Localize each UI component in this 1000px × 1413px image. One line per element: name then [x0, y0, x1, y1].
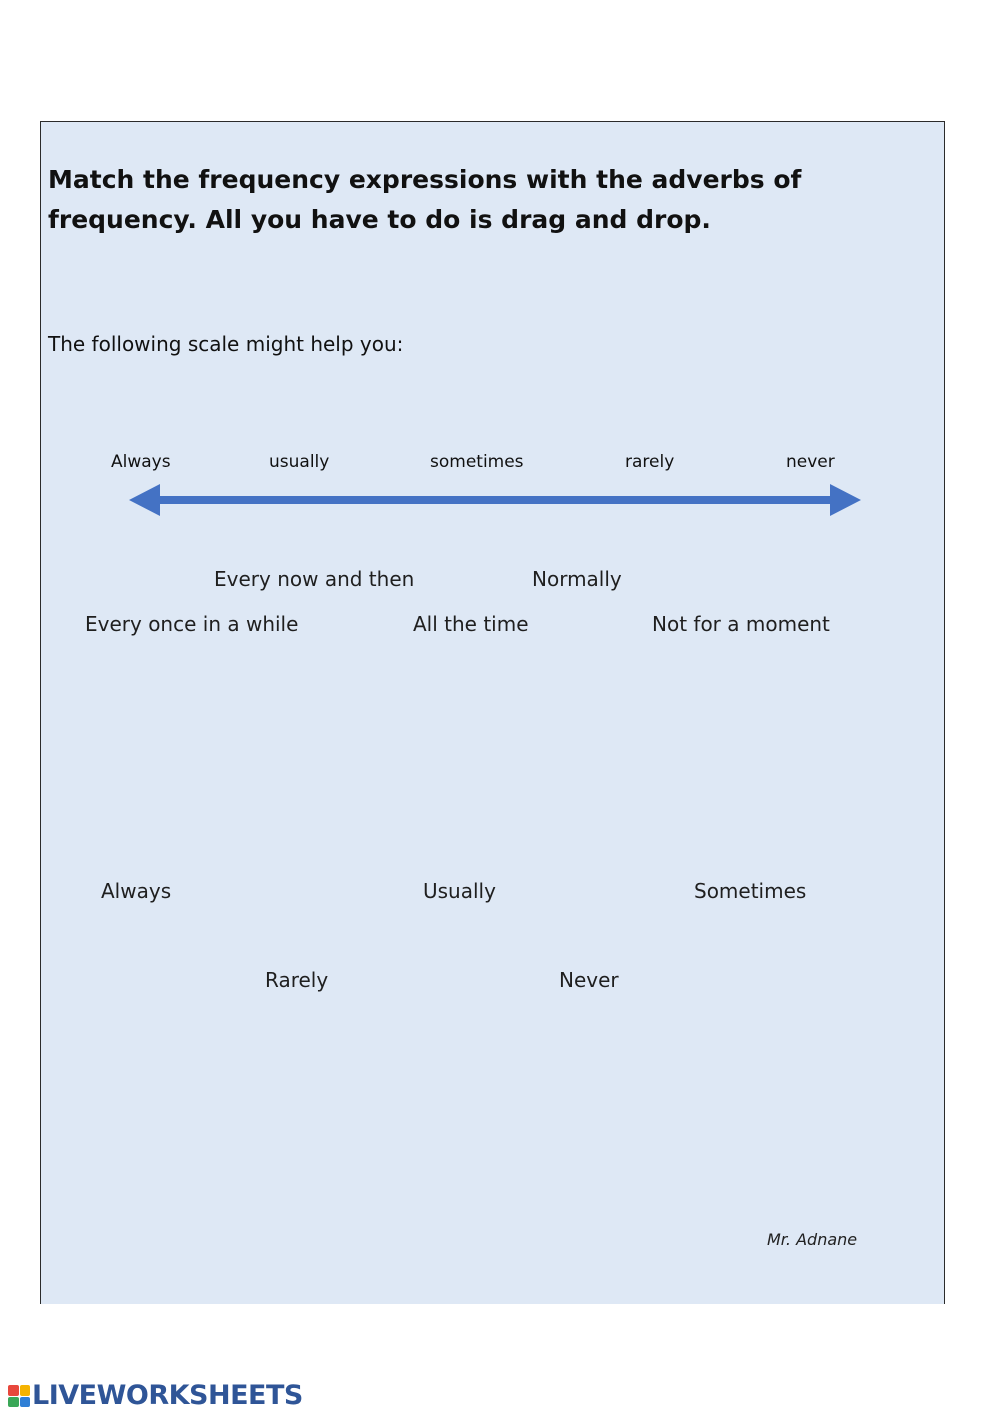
expression-every-once-in-a-while[interactable]: Every once in a while [85, 612, 299, 636]
expression-all-the-time[interactable]: All the time [413, 612, 529, 636]
expression-normally[interactable]: Normally [532, 567, 622, 591]
liveworksheets-wordmark: LIVEWORKSHEETS [32, 1380, 303, 1411]
scale-label-always: Always [111, 452, 171, 472]
adverb-target-always[interactable]: Always [101, 879, 172, 903]
frequency-scale-arrow [129, 483, 861, 517]
instructions-heading: Match the frequency expressions with the adverbs of frequency. All you have to do is drag and drop. [48, 165, 802, 234]
scale-label-sometimes: sometimes [430, 452, 524, 472]
adverb-target-usually[interactable]: Usually [423, 879, 496, 903]
expression-every-now-and-then[interactable]: Every now and then [214, 567, 415, 591]
author-signature: Mr. Adnane [767, 1230, 858, 1249]
scale-label-rarely: rarely [625, 452, 675, 472]
scale-helper-text: The following scale might help you: [48, 332, 404, 356]
worksheet-panel [40, 121, 945, 1304]
adverb-target-rarely[interactable]: Rarely [265, 968, 329, 992]
expression-not-for-a-moment[interactable]: Not for a moment [652, 612, 830, 636]
adverb-target-never[interactable]: Never [559, 968, 619, 992]
scale-label-usually: usually [269, 452, 330, 472]
liveworksheets-brand[interactable] [8, 1381, 303, 1411]
scale-label-never: never [786, 452, 835, 472]
adverb-target-sometimes[interactable]: Sometimes [694, 879, 807, 903]
liveworksheets-logo-icon [8, 1385, 30, 1407]
